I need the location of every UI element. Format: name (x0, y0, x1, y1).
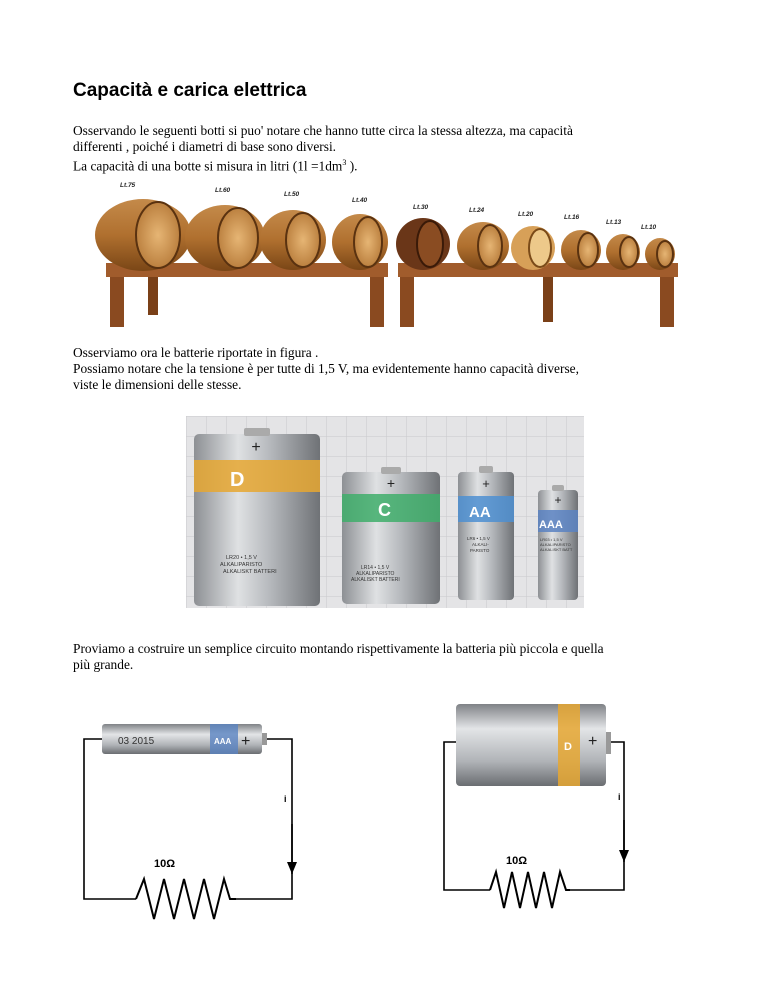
para1-line3: La capacità di una botte si misura in litri ($1l =1dm^3$ ). (73, 158, 358, 174)
barrel-label-10: Lt.10 (641, 224, 657, 231)
para1-line1: Osservando le seguenti botti si puo' notare che hanno tutte circa la stessa altezza, ma capacità (73, 123, 573, 138)
battery-left-letter: AAA (214, 737, 232, 746)
circuit-right (440, 702, 640, 932)
battery-aaa-code: LR03 • 1,5 V (540, 537, 563, 542)
barrel-label-40: Lt.40 (352, 197, 368, 204)
battery-right-plus: + (588, 733, 598, 750)
battery-date: 03 2015 (118, 736, 155, 747)
battery-aa-letter: AA (469, 504, 491, 521)
svg-text:+: + (482, 476, 490, 491)
battery-d-letter: D (230, 469, 245, 491)
svg-text:+: + (386, 475, 396, 491)
battery-aaa-text2: ALKALISKT BATT (540, 547, 573, 552)
para2-line1: Osserviamo ora le batterie riportate in figura . (73, 345, 319, 360)
battery-d-text1: ALKALIPARISTO (220, 562, 263, 568)
battery-d-code: LR20 • 1,5 V (226, 555, 257, 561)
barrel-label-50: Lt.50 (284, 191, 300, 198)
battery-d (194, 428, 320, 606)
page-title: Capacità e carica elettrica (73, 80, 307, 101)
barrels-photo (88, 178, 686, 330)
battery-c-letter: C (378, 500, 391, 520)
svg-text:+: + (554, 493, 562, 507)
battery-aaa-horizontal (102, 724, 267, 754)
barrel-label-60: Lt.60 (215, 187, 231, 194)
battery-left-plus: + (241, 733, 251, 750)
battery-d-text2: ALKALISKT BATTERI (223, 569, 277, 575)
barrels-group (95, 199, 675, 271)
battery-aaa (538, 485, 578, 600)
para3-line1: Proviamo a costruire un semplice circuito montando rispettivamente la batteria più piccola e quella (73, 641, 604, 656)
battery-aaa-text1: ALKALIPARISTO (540, 542, 571, 547)
battery-aa-text1: ALKALI- (472, 542, 489, 547)
para1-line2: differenti , poiché i diametri di base sono diversi. (73, 139, 337, 154)
battery-c-text2: ALKALISKT BATTERI (351, 577, 400, 583)
barrel-label-30: Lt.30 (413, 204, 429, 211)
current-label-right: i (618, 792, 621, 802)
para3-line2: più grande. (73, 657, 134, 672)
barrel-label-75: Lt.75 (120, 182, 136, 189)
battery-c-code: LR14 • 1,5 V (361, 565, 390, 571)
para2-line3: viste le dimensioni delle stesse. (73, 377, 242, 392)
para2-line2: Possiamo notare che la tensione è per tutte di 1,5 V, ma evidentemente hanno capacità diverse, (73, 361, 579, 376)
current-label-left: i (284, 794, 287, 804)
batteries-photo (186, 416, 584, 608)
barrel-label-13: Lt.13 (606, 219, 622, 226)
battery-c (342, 467, 440, 604)
resistor-left (136, 879, 236, 919)
battery-aa (458, 466, 514, 600)
barrel-label-16: Lt.16 (564, 214, 580, 221)
resistor-right (490, 872, 570, 908)
resistor-label-left: 10Ω (154, 858, 176, 870)
svg-text:+: + (251, 439, 261, 456)
battery-d-horizontal (456, 704, 611, 786)
circuit-left (78, 714, 302, 946)
battery-c-text1: ALKALIPARISTO (356, 571, 395, 577)
battery-right-letter: D (564, 741, 572, 753)
battery-aa-text2: PARISTO (470, 548, 490, 553)
resistor-label-right: 10Ω (506, 855, 528, 867)
battery-aa-code: LR6 • 1,5 V (467, 536, 490, 541)
barrel-label-24: Lt.24 (469, 207, 485, 214)
battery-aaa-letter: AAA (539, 519, 563, 531)
barrel-label-20: Lt.20 (518, 211, 534, 218)
